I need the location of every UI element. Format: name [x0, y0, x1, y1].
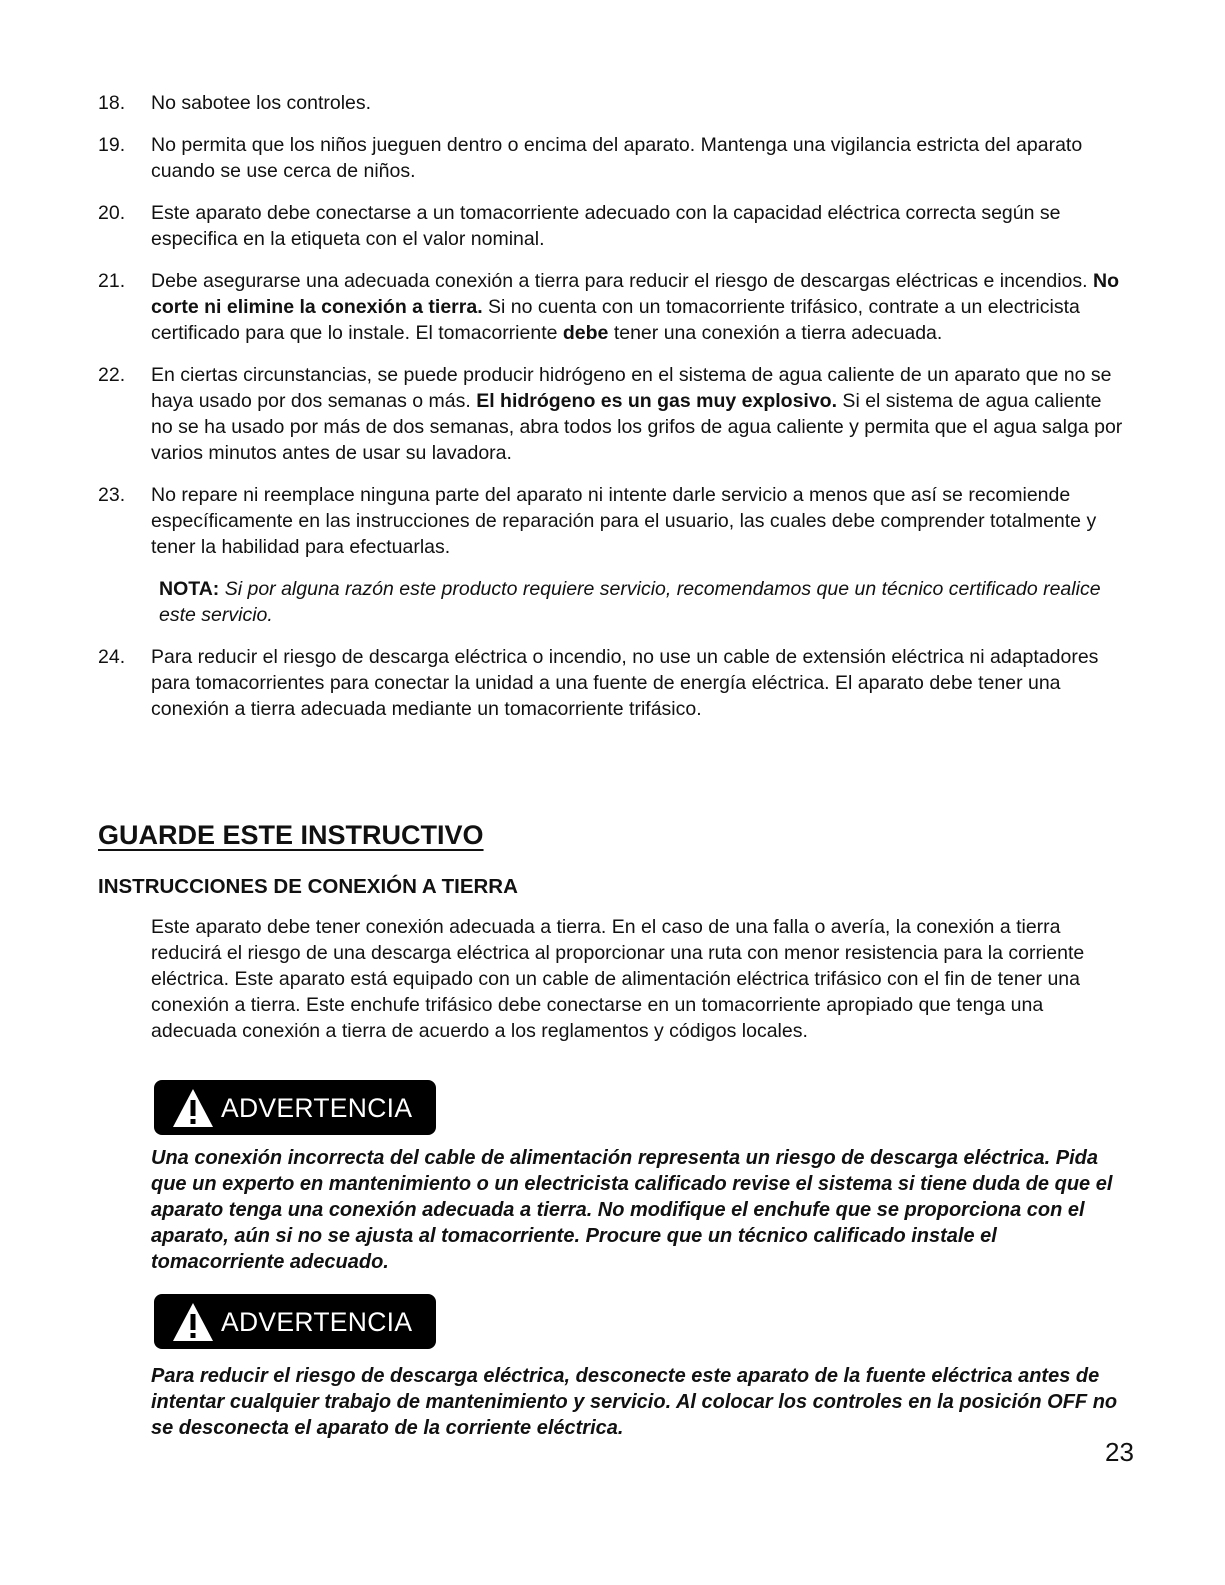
item-text-bold: debe [562, 322, 609, 344]
item-text [151, 132, 1128, 184]
list-item [98, 482, 1128, 560]
note-text: Si por alguna razón este producto requiere servicio, recomendamos que un técnico certificado realice este servicio. [159, 578, 1101, 626]
warning-label: ADVERTENCIA [221, 1306, 413, 1337]
list-item [98, 268, 1128, 346]
note-label: NOTA: [159, 578, 220, 600]
item-number: 18. [98, 92, 126, 114]
grounding-instructions-heading: INSTRUCCIONES DE CONEXIÓN A TIERRA [98, 875, 518, 898]
item-number: 20. [98, 202, 126, 224]
item-number: 23. [98, 484, 126, 506]
warning-triangle-icon [171, 1087, 215, 1129]
list-item [98, 90, 1128, 116]
item-text [151, 362, 1128, 466]
list-item [98, 200, 1128, 252]
item-text-run: En ciertas circunstancias, se puede producir hidrógeno en el sistema de agua caliente de un aparato que no se haya usado por dos semanas o más. [151, 364, 1112, 412]
item-text-run: No repare ni reemplace ninguna parte del aparato ni intente darle servicio a menos que así se recomiende específicamente en las instrucciones de reparación para el usuario, las cuales debe comprender totalmente y tener la habilidad para efectuarlas. [151, 484, 1097, 558]
service-note [151, 576, 1128, 628]
list-item [98, 132, 1128, 184]
grounding-instructions-text: Este aparato debe tener conexión adecuada a tierra. En el caso de una falla o avería, la conexión a tierra reducirá el riesgo de una descarga eléctrica al proporcionar una ruta con menor resistencia para la corriente eléctrica. Este aparato está equipado con un cable de alimentación eléctrica trifásico con el fin de tener una conexión a tierra. Este enchufe trifásico debe conectarse en un tomacorriente apropiado que tenga una adecuada conexión a tierra de acuerdo a los reglamentos y códigos locales. [151, 916, 1085, 1042]
warning-text: Una conexión incorrecta del cable de alimentación representa un riesgo de descarga eléctrica. Pida que un experto en mantenimiento o un electricista calificado revise el sistema si tiene duda de que el aparato tenga una conexión adecuada a tierra. No modifique el enchufe que se proporciona con el aparato, aún si no se ajusta al tomacorriente. Procure que un técnico calificado instale el tomacorriente adecuado. [151, 1147, 1113, 1273]
item-text-run: Este aparato debe conectarse a un tomacorriente adecuado con la capacidad eléctrica correcta según se especifica en la etiqueta con el valor nominal. [151, 202, 1061, 250]
list-item [98, 644, 1128, 722]
item-text-run: tener una conexión a tierra adecuada. [608, 322, 943, 344]
warning-text: Para reducir el riesgo de descarga eléctrica, desconecte este aparato de la fuente eléctrica antes de intentar cualquier trabajo de mantenimiento y servicio. Al colocar los controles en la posición OFF no se desconecta el aparato de la corriente eléctrica. [151, 1365, 1118, 1439]
warning-badge [154, 1080, 436, 1135]
item-text [151, 200, 1128, 252]
item-text-run: Debe asegurarse una adecuada conexión a tierra para reducir el riesgo de descargas eléctricas e incendios. [151, 270, 1093, 292]
safety-instructions-list [98, 90, 1128, 738]
item-text-run: No sabotee los controles. [151, 92, 372, 114]
item-text [151, 90, 1128, 116]
warning-badge [154, 1294, 436, 1349]
item-text [151, 268, 1128, 346]
item-text: Para reducir el riesgo de descarga eléctrica o incendio, no use un cable de extensión eléctrica ni adaptadores para tomacorrientes para conectar la unidad a una fuente de energía eléctrica. El aparato debe tener una conexión a tierra adecuada mediante un tomacorriente trifásico. [151, 646, 1099, 720]
item-text-bold: El hidrógeno es un gas muy explosivo. [476, 390, 838, 412]
item-number: 21. [98, 270, 126, 292]
list-item [98, 362, 1128, 466]
item-number: 24. [98, 646, 126, 668]
item-number: 19. [98, 134, 126, 156]
page-number: 23 [1105, 1437, 1134, 1467]
warning-triangle-icon [171, 1301, 215, 1343]
item-text-run: No permita que los niños jueguen dentro o encima del aparato. Mantenga una vigilancia estricta del aparato cuando se use cerca de niños. [151, 134, 1083, 182]
item-text [151, 482, 1128, 560]
save-instructions-heading: GUARDE ESTE INSTRUCTIVO [98, 820, 484, 850]
item-text-run: Si no cuenta con un tomacorriente trifásico, contrate a un electricista certificado para que lo instale. El tomacorriente [151, 296, 1080, 344]
item-text-run: Si el sistema de agua caliente no se ha usado por más de dos semanas, abra todos los grifos de agua caliente y permita que el agua salga por varios minutos antes de usar su lavadora. [151, 390, 1123, 464]
warning-label: ADVERTENCIA [221, 1092, 413, 1123]
item-text-bold: No corte ni elimine la conexión a tierra. [151, 270, 1119, 318]
item-number: 22. [98, 364, 126, 386]
